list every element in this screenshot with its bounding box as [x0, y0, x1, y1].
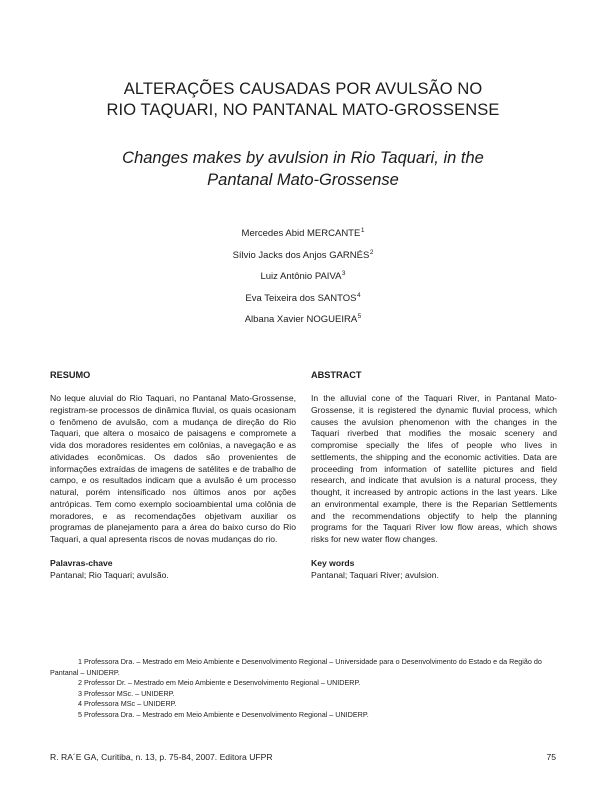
- title-english: [40, 147, 566, 191]
- author-name: Albana Xavier NOGUEIRA: [244, 314, 358, 325]
- abstract-column: [311, 370, 557, 581]
- page-number: 75: [546, 752, 556, 762]
- resumo-heading: RESUMO: [50, 370, 91, 380]
- author-footnote-mark: 4: [356, 291, 361, 299]
- abstract-heading: ABSTRACT: [311, 370, 362, 380]
- footnote: 1 Professora Dra. – Mestrado em Meio Ambiente e Desenvolvimento Regional – Universidade para o Desenvolvimento do Estado e da Região do Pantanal – UNIDERP.: [50, 657, 542, 677]
- abstract-keywords-heading: Key words: [311, 557, 355, 568]
- resumo-column: [50, 370, 296, 581]
- author-name: Eva Teixeira dos SANTOS: [245, 292, 357, 304]
- abstract-keywords: Pantanal; Taquari River; avulsion.: [311, 569, 439, 580]
- author-name: Mercedes Abid MERCANTE: [241, 228, 361, 239]
- author-name: Sílvio Jacks dos Anjos GARNÉS: [232, 249, 370, 261]
- author-footnote-mark: 5: [357, 313, 362, 320]
- author-footnote-mark: 3: [341, 270, 346, 277]
- author-footnote-mark: 1: [360, 227, 365, 234]
- resumo-body: No leque aluvial do Rio Taquari, no Pantanal Mato-Grossense, registram-se processos de dinâmica fluvial, os quais ocasionam o fenômeno de avulsão, com a mudança de direção do Rio Taquari, que altera o mosaico de paisagens e compromete a vida dos moradores residentes em colônias, a navegação e as atividades econômicas. Os dados são provenientes de informações extraídas de imagens de satélites e de trabalho de campo, e os resultados indicam que a avulsão é um processo natural, porém intensificado nos últimos anos por ações antrópicas. Tem como exemplo socioambiental uma colônia de moradores, e as recomendações objetivam auxiliar os programas de planejamento para a área do baixo curso do Rio Taquari, a qual apresenta riscos de novas mudanças do rio.: [50, 393, 296, 544]
- author: [100, 224, 506, 246]
- author-name: Luiz Antônio PAIVA: [260, 271, 342, 282]
- footnote: 3 Professor MSc. – UNIDERP.: [78, 688, 175, 698]
- author: [100, 267, 506, 289]
- title-pt-line-1: ALTERAÇÕES CAUSADAS POR AVULSÃO NO: [123, 80, 483, 98]
- author-footnote-mark: 2: [369, 248, 374, 256]
- author: [100, 289, 506, 311]
- title-portuguese: [40, 79, 566, 121]
- resumo-keywords: Pantanal; Rio Taquari; avulsão.: [50, 569, 169, 580]
- footnote: 2 Professor Dr. – Mestrado em Meio Ambiente e Desenvolvimento Regional – UNIDERP.: [78, 678, 361, 688]
- journal-citation: R. RA´E GA, Curitiba, n. 13, p. 75-84, 2007. Editora UFPR: [50, 752, 273, 762]
- footnotes: [50, 657, 560, 721]
- title-pt-line-2: RIO TAQUARI, NO PANTANAL MATO-GROSSENSE: [106, 101, 500, 119]
- author: [100, 310, 506, 332]
- footnote: 5 Professora Dra. – Mestrado em Meio Ambiente e Desenvolvimento Regional – UNIDERP.: [78, 709, 369, 719]
- footnote: 4 Professora MSc – UNIDERP.: [78, 699, 177, 709]
- title-en-line-1: Changes makes by avulsion in Rio Taquari, in the: [122, 149, 484, 167]
- author: [100, 246, 506, 268]
- resumo-keywords-heading: Palavras-chave: [50, 557, 113, 568]
- abstract-body: In the alluvial cone of the Taquari River, in Pantanal Mato-Grossense, it is registered the dynamic fluvial process, which causes the avulsion phenomenon with the changes in the Taquari riverbed that modifies the mosaic scenery and compromise specially the lifes of people who lives in settlements, the shipping and the economic activities. Data are proceeding from information of satellite pictures and field research, and indicate that avulsion is a natural process, they thought, it increased by antropic actions in the last years. Like an environmental example, there is the Reparian Settlements and the recommendations objectify to help the planning programs for the Taquari River low flow areas, which shows risks for new water flow changes.: [311, 393, 557, 544]
- title-en-line-2: Pantanal Mato-Grossense: [207, 171, 399, 189]
- author-list: [100, 224, 506, 332]
